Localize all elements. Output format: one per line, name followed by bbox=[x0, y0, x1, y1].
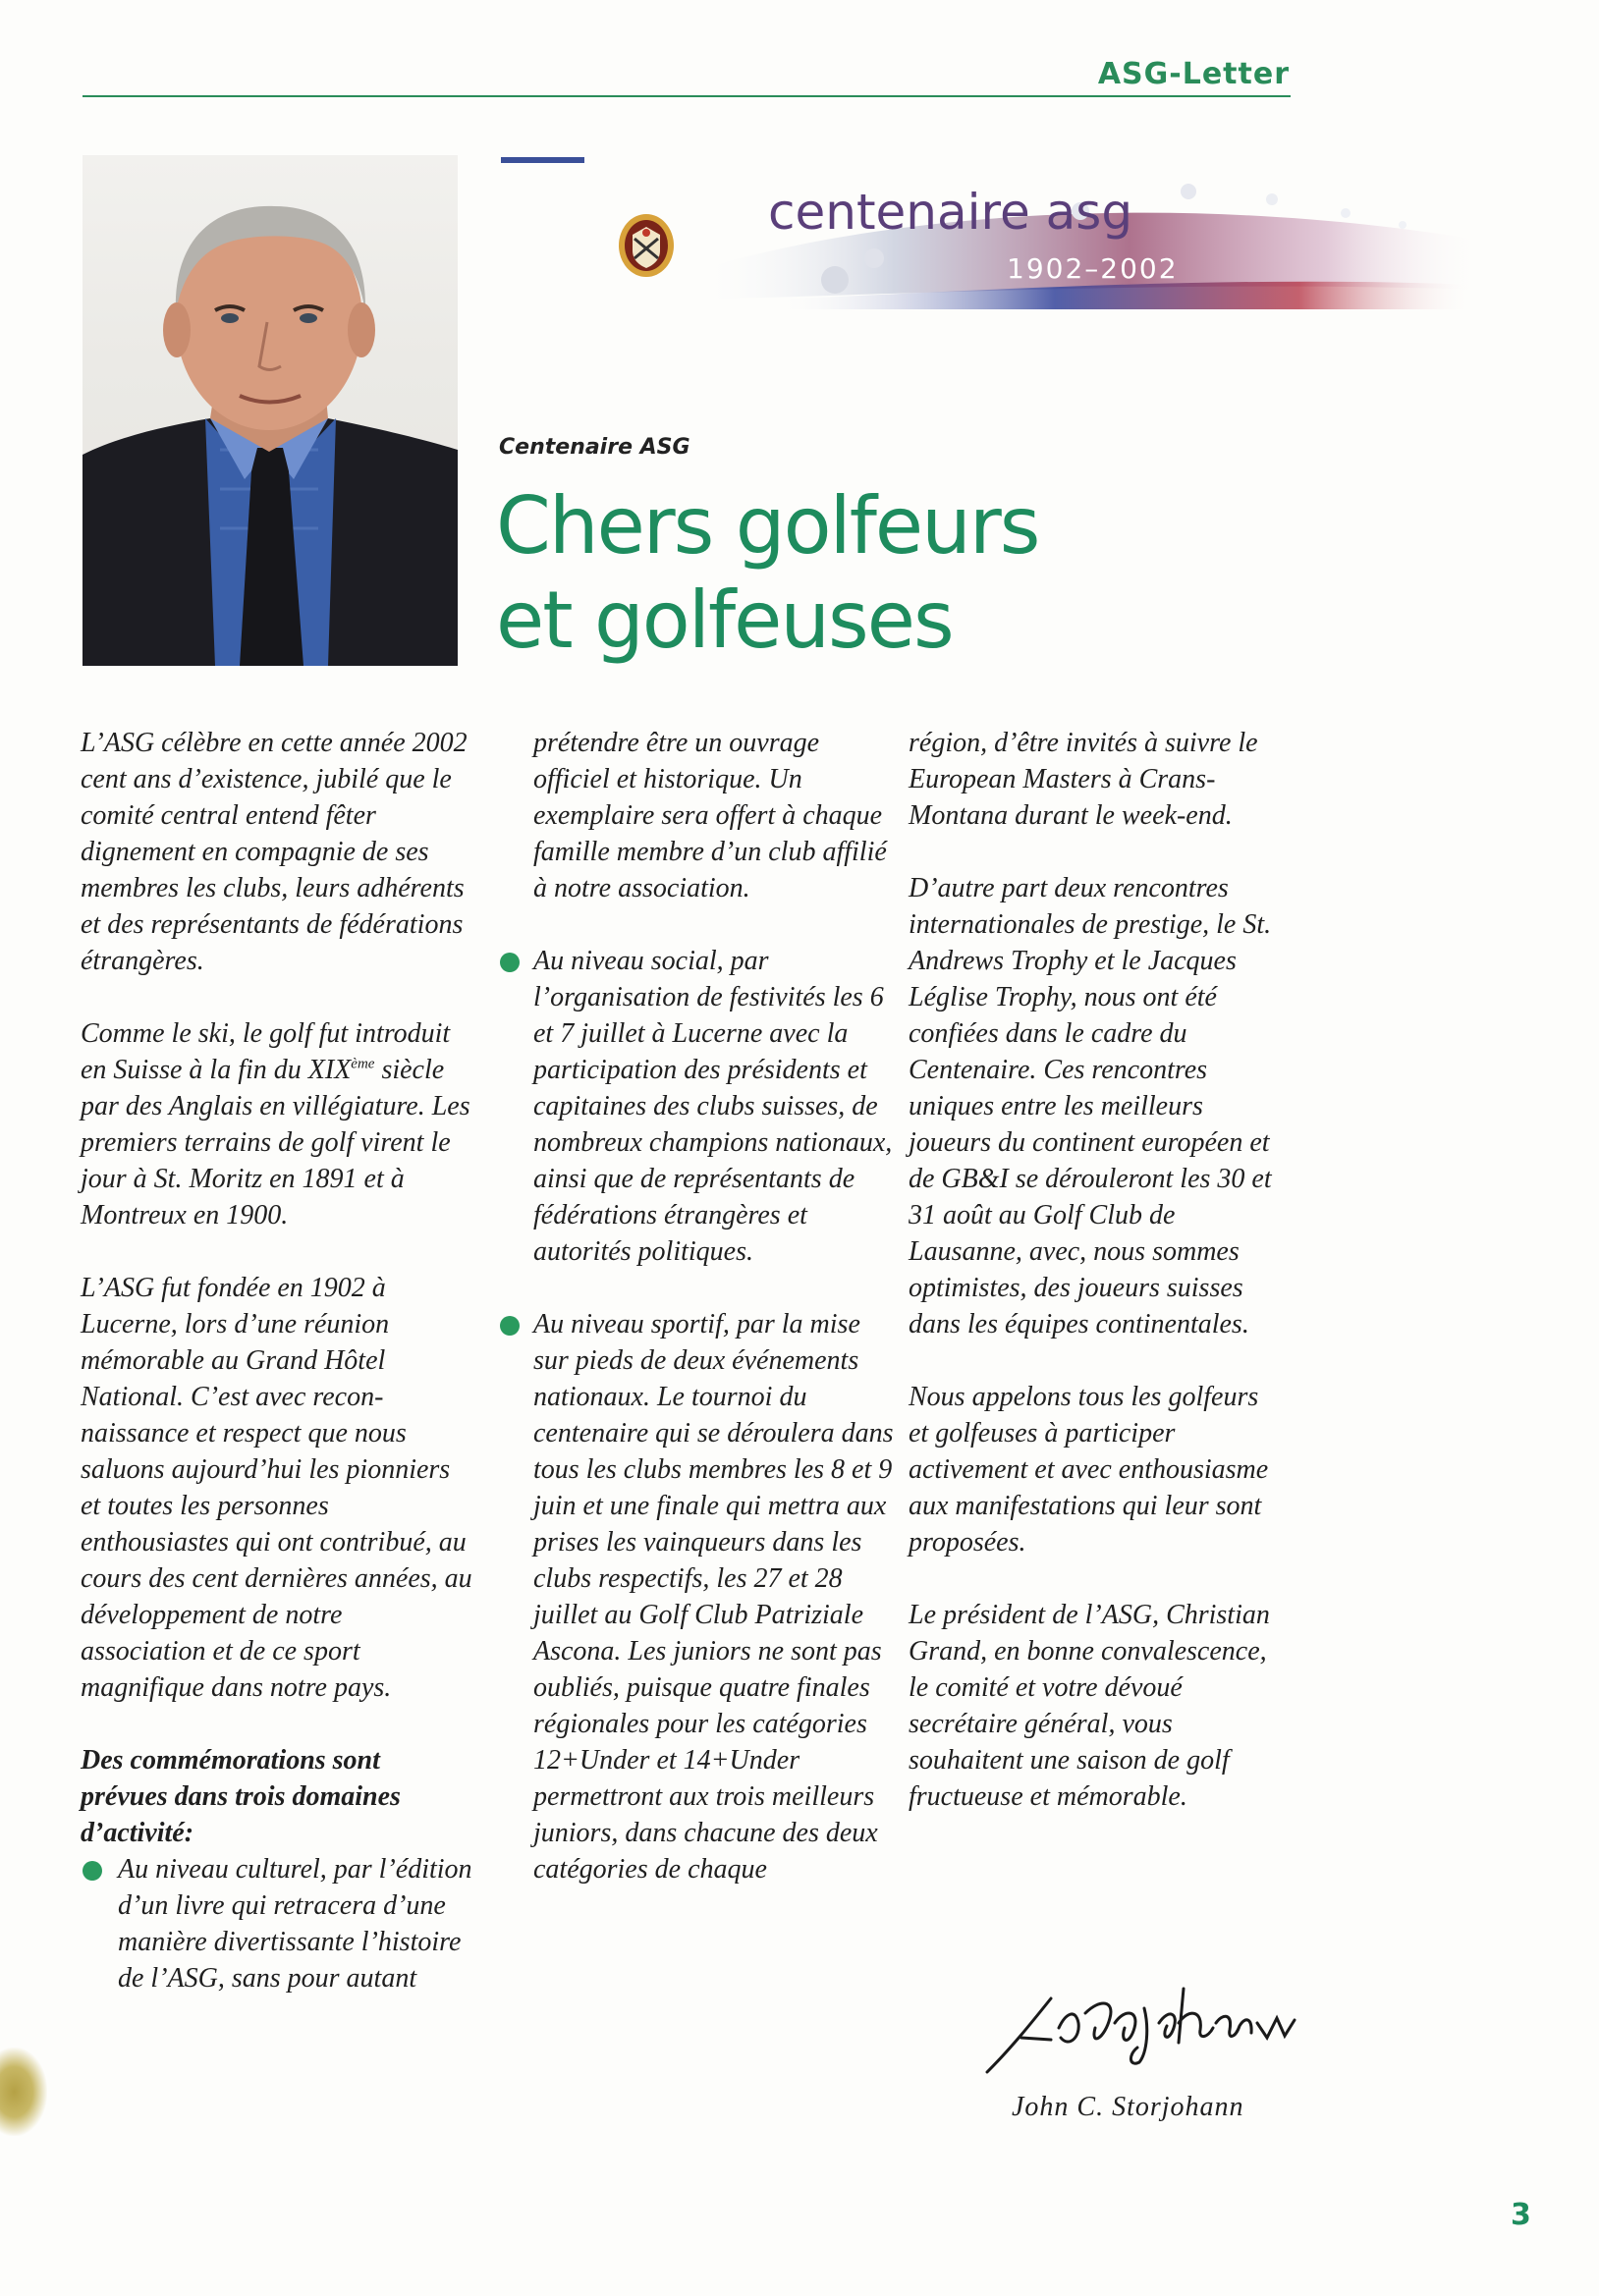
paragraph: L’ASG célèbre en cette année 2002 cent ans d’existence, jubilé que le comité central entend fêter dignement en compagnie de ses membres les clubs, leurs adhérents et des représentants de fédérations étrangères. bbox=[81, 728, 468, 976]
asg-crest-icon bbox=[617, 211, 676, 280]
text-column-1 bbox=[81, 725, 473, 1996]
headline-line-2: et golfeuses bbox=[496, 574, 953, 666]
article-headline bbox=[496, 479, 1038, 668]
bullet-item: Au niveau culturel, par l’édition d’un livre qui retracera d’une manière divertissante l’histoire de l’ASG, sans pour autant bbox=[81, 1851, 473, 1996]
bullet-item: Au niveau sportif, par la mise sur pieds de deux événements nationaux. Le tournoi du centenaire qui se déroulera dans tous les clubs membres les 8 et 9 juin et une finale qui mettra aux prises les vainqueurs dans les clubs respectifs, les 27 et 28 juillet au Golf Club Patriziale Ascona. Les juniors ne sont pas oubliés, puisque quatre finales régionales pour les catégories 12+Under et 14+Under permettront aux trois meilleurs juniors, dans chacune des deux catégories de chaque bbox=[498, 1306, 902, 1887]
centenary-banner bbox=[501, 152, 1513, 314]
text-column-3 bbox=[909, 725, 1282, 1815]
paragraph: Le président de l’ASG, Christian Grand, en bonne convalescence, le comité et votre dévoué secrétaire général, vous souhaitent une saison de golf fructueuse et mémorable. bbox=[909, 1600, 1270, 1812]
domains-intro: Des commémorations sont prévues dans trois domaines d’activité: bbox=[81, 1745, 401, 1848]
paragraph: D’autre part deux rencontres internationales de prestige, le St. Andrews Trophy et le Jacques Léglise Trophy, nous ont été confiées dans le cadre du Centenaire. Ces rencontres uniques entre les meilleurs joueurs du continent européen et de GB&I se dérouleront les 30 et 31 août au Golf Club de Lausanne, avec, nous sommes optimistes, des joueurs suisses dans les équipes continentales. bbox=[909, 873, 1272, 1339]
portrait-photo bbox=[83, 155, 458, 666]
paragraph: prétendre être un ouvrage officiel et historique. Un exemplaire sera offert à chaque famille membre d’un club affilié à notre association. bbox=[533, 728, 887, 903]
article-kicker: Centenaire ASG bbox=[499, 435, 690, 460]
signatory-name: John C. Storjohann bbox=[1012, 2092, 1244, 2122]
handwritten-signature bbox=[982, 1969, 1306, 2087]
paragraph: L’ASG fut fondée en 1902 à Lucerne, lors d’une réunion mémorable au Grand Hôtel National. C’est avec recon-naissance et respect que nous saluons aujourd’hui les pionniers et toutes les personnes enthousiastes qui ont contribué, au cours des cent dernières années, au développement de notre association et de ce sport magnifique dans notre pays. bbox=[81, 1273, 472, 1703]
text-column-2 bbox=[533, 725, 902, 1887]
banner-years: 1902–2002 bbox=[1007, 252, 1179, 285]
banner-title: centenaire asg bbox=[768, 184, 1133, 241]
paragraph: Comme le ski, le golf fut introduit en Suisse à la fin du XIXème siècle par des Anglais en villégiature. Les premiers terrains de golf virent le jour à St. Moritz en 1891 et à Montreux en 1900. bbox=[81, 1018, 470, 1230]
header-rule bbox=[83, 95, 1291, 97]
headline-line-1: Chers golfeurs bbox=[496, 480, 1039, 572]
signature-block bbox=[982, 1969, 1306, 2131]
bullet-item: Au niveau social, par l’organisation de festivités les 6 et 7 juillet à Lucerne avec la participation des présidents et capitaines des clubs suisses, de nombreux champions nationaux, ainsi que de représentants de fédérations étrangères et autorités politiques. bbox=[498, 943, 902, 1270]
page-number: 3 bbox=[1511, 2198, 1531, 2232]
paragraph: région, d’être invités à suivre le European Masters à Crans-Montana durant le week-end. bbox=[909, 728, 1258, 831]
newsletter-title: ASG-Letter bbox=[1097, 57, 1290, 91]
paragraph: Nous appelons tous les golfeurs et golfeuses à participer activement et avec enthousiasme aux manifestations qui leur sont proposées. bbox=[909, 1382, 1269, 1558]
portrait-illustration bbox=[83, 155, 458, 666]
page-stain bbox=[0, 2048, 47, 2136]
